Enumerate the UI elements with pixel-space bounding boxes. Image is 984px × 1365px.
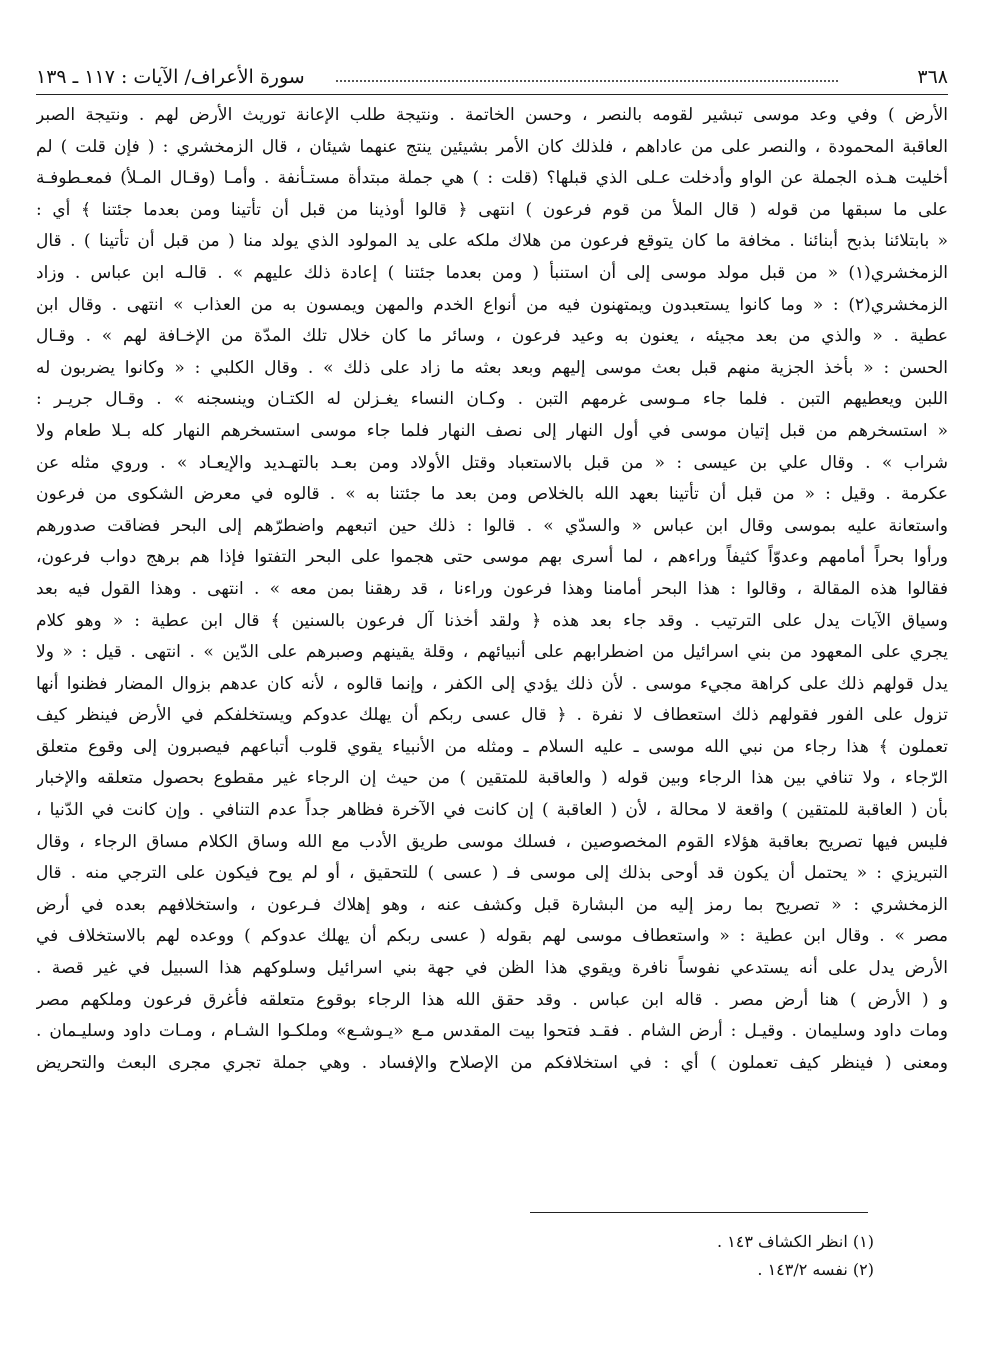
text-line: تزول على الفور فقولهم ذلك استعطاف لا نفرة . ﴿ قال عسى ربكم أن يهلك عدوكم ويستخلفكم في الأرض فينظر كيف — [36, 705, 948, 726]
text-line: الزمخشري(٢) : « وما كانوا يستعبدون ويمتهنون فيه من أنواع الخدم والمهن ويمسون به من العذاب » انتهى . وقال ابن — [36, 294, 948, 315]
body-text — [36, 100, 948, 1111]
footnote: (١) انظر الكشاف ١٤٣ . — [716, 1232, 874, 1251]
text-line: عكرمة . وقيل : « من قبل أن تأتينا بعهد الله بالخلاص ومن بعد ما جئتنا به » . قالوه في معرض الشكوى من فرعون — [36, 484, 948, 505]
text-line: فقالوا هذه المقالة ، وقالوا : هذا البحر أمامنا وهذا فرعون وراءنا ، قد رهقنا بمن معه » . انتهى . وهذا القول فيه بعد — [36, 578, 948, 599]
text-line: التبريزي : « يحتمل أن يكون قد أوحى بذلك إلى موسى فـ ( عسى ) للتحقيق ، أو لم يوح فيكون على الترجي منه . قال — [36, 863, 948, 884]
text-line: مصر » . وقال ابن عطية : « واستعطاف موسى لهم بقوله ( عسى ربكم أن يهلك عدوكم ) ووعده لهم بالاستخلاف في — [36, 926, 948, 947]
footnote: (٢) نفسه ١٤٣/٢ . — [757, 1260, 874, 1279]
text-line: عطية . « والذي من بعد مجيئه ، يعنون به وعيد فرعون ، وسائر ما كان خلال تلك المدّة من الإخـافة لهم » . وقـال — [36, 326, 948, 347]
text-line: ومات داود وسليمان . وقيـل : أرض الشام . فقـد فتحوا بيت المقدس مـع «يـوشـع» وملكـوا الشـام ، ومـات داود وسليـمان . — [36, 1021, 948, 1042]
text-line: على ما سبقها من قوله ( قال الملأ من قوم فرعون ) انتهى ﴿ قالوا أوذينا من قبل أن تأتينا ومن بعدما جئتنا ﴾ أي : — [36, 199, 948, 220]
text-line — [36, 1079, 948, 1111]
text-line: وسياق الآيات يدل على الترتيب . وقد جاء بعد هذه ﴿ ولقد أخذنا آل فرعون بالسنين ﴾ قال ابن عطية : « وهو كلام — [36, 610, 948, 631]
text-line: و ( الأرض ) هنا أرض مصر . قاله ابن عباس . وقد حقق الله هذا الرجاء بوقوع متعلقه فأغرق فرعون وملكهم مصر — [36, 989, 948, 1010]
header-dot-leader — [336, 80, 838, 82]
text-line: يجري على المعهود من بني اسرائيل من اضطرابهم على أنبيائهم ، وقلة يقينهم وصبرهم على الدّين » . انتهى . قيل : « ولا — [36, 642, 948, 663]
text-line: الحسن : « بأخذ الجزية منهم قبل بعث موسى إليهم وبعد بعثه ما زاد على ذلك » . وقال الكلبي : « وكانوا يضربون له — [36, 357, 948, 378]
text-line: فليس فيها تصريح بعاقبة هؤلاء القوم المخصوصين ، فسلك موسى طريق الأدب مع الله وساق الكلام مساق الرجاء ، وقال — [36, 831, 948, 852]
footnote-divider — [530, 1212, 868, 1213]
text-line: الأرض يدل على أنه يستدعي نفوساً نافرة ويقوي هذا الظن في جهة بني اسرائيل وسلوكهم هذا السبيل في غير قصة . — [36, 958, 948, 979]
page-number: ٣٦٨ — [917, 66, 948, 88]
text-line: واستعانة عليه بموسى وقال ابن عباس « والسدّي » . قالوا : ذلك حين اتبعهم واضطرّهم إلى البحر فضاقت صدورهم — [36, 515, 948, 536]
text-line: تعملون ﴾ هذا رجاء من نبي الله موسى ـ عليه السلام ـ ومثله من الأنبياء يقوي قلوب أتباعهم فيصبرون إلى وقوع متعلق — [36, 736, 948, 757]
text-line: شراب » . وقال علي بن عيسى : « من قبل بالاستعباد وقتل الأولاد ومن بعـد بالتهـديد والإيعـاد » . وروي مثله عن — [36, 452, 948, 473]
surah-title: سورة الأعراف/ الآيات : ١١٧ ـ ١٣٩ — [36, 66, 305, 88]
text-line: يدل قولهم ذلك على كراهة مجيء موسى . لأن ذلك يؤدي إلى الكفر ، وإنما قالوه ، لأنه كان عدهم بزوال المضار فظنوا أنها — [36, 673, 948, 694]
footnotes — [494, 1228, 874, 1284]
text-line: الرّجاء ، ولا تنافي بين هذا الرجاء وبين قوله ( والعاقبة للمتقين ) من حيث إن الرجاء غير مقطوع بحصول متعلقه والإخبار — [36, 768, 948, 789]
text-line: ومعنى ( فينظر كيف تعملون ) أي : في استخلافكم من الإصلاح والإفساد . وهي جملة تجري مجرى البعث والتحريض — [36, 1052, 948, 1073]
text-line: العاقبة المحمودة ، والنصر على من عاداهم ، فلذلك كان الأمر بشيئين ينتج عنهما شيئان ، قال الزمخشري : ( فإن قلت ) لم — [36, 136, 948, 157]
text-line: الأرض ) وفي وعد موسى تبشير لقومه بالنصر ، وحسن الخاتمة . ونتيجة طلب الإعانة توريث الأرض لهم . ونتيجة الصبر — [36, 105, 948, 125]
text-line: الزمخشري(١) « من قبل مولد موسى إلى أن استنبأ ( ومن بعدما جئتنا ) إعادة ذلك عليهم » . قالـه ابن عباس . وزاد — [36, 262, 948, 283]
text-line: أخليت هـذه الجملة عن الواو وأدخلت عـلى الذي قبلها؟ (قلت : ) هي جملة مبتدأة مستـأنفة . وأمـا (وقـال المـلأ) فمعـطوفـة — [36, 168, 948, 189]
text-line: الزمخشري : « تصريح بما رمز إليه من البشارة قبل وكشف عنه ، وهو إهلاك فـرعون ، واستخلافهم بعده في أرض — [36, 894, 948, 915]
text-line: « استسخرهم من قبل إتيان موسى في أول النهار إلى نصف النهار فلما جاء موسى استسخرهم النهار كله بـلا طعام ولا — [36, 420, 948, 441]
text-line: ورأوا بحراً أمامهم وعدوّاً كثيفاً وراءهم ، لما أسرى بهم موسى حتى هجموا على البحر التفتوا فإذا هم برهج دواب فرعون، — [36, 547, 948, 568]
text-line: اللبن ويعطيهم التبن . فلما جاء مـوسى غرمهم التبن . وكـان النساء يغـزلن له الكتـان وينسجنه » . وقـال جريـر : — [36, 389, 948, 410]
text-line: بأن ( العاقبة للمتقين ) واقعة لا محالة ، لأن ( العاقبة ) إن كانت في الآخرة فظاهر جداً عدم التنافي . وإن كانت في الدّنيا ، — [36, 800, 948, 821]
page-header — [36, 58, 948, 95]
text-line: « بابتلائنا بذبح أبنائنا . مخافة ما كان يتوقع فرعون من هلاك ملكه على يد المولود الذي يولد منا ( من قبل أن تأتينا ) . قال — [36, 231, 948, 252]
